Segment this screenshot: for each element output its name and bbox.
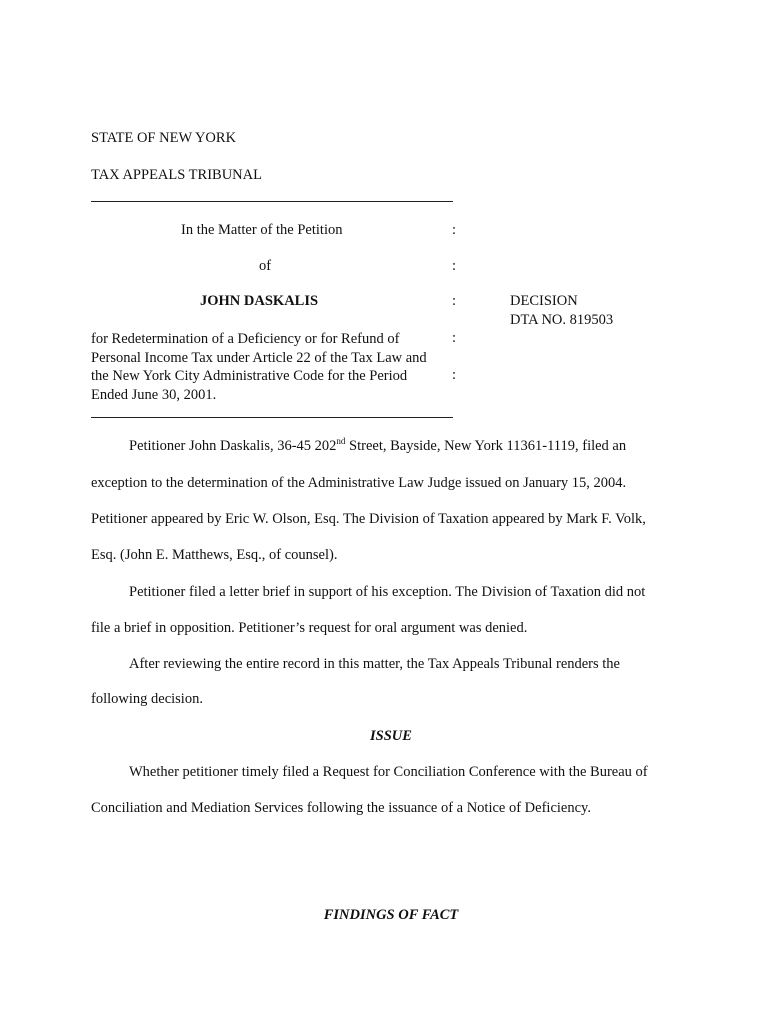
caption-description: for Redetermination of a Deficiency or for Refund of Personal Income Tax under Article 22 of the Tax Law and the New York City Administrative Code for the Period Ended June 30, 2001.	[91, 331, 427, 403]
of-line: of	[259, 258, 272, 274]
paragraph-line: Esq. (John E. Matthews, Esq., of counsel).	[91, 547, 338, 563]
caption-colon: :	[452, 330, 457, 346]
state-heading: STATE OF NEW YORK	[91, 130, 237, 146]
caption-top-rule	[91, 201, 453, 202]
decision-label: DECISION	[510, 293, 578, 309]
paragraph-line: Whether petitioner timely filed a Request for Conciliation Conference with the Bureau of	[129, 764, 648, 780]
paragraph-line: Petitioner appeared by Eric W. Olson, Esq. The Division of Taxation appeared by Mark F. Volk,	[91, 511, 646, 527]
issue-heading: ISSUE	[370, 728, 412, 744]
caption-colon: :	[452, 258, 457, 274]
caption-colon: :	[452, 367, 457, 383]
dta-number: DTA NO. 819503	[510, 312, 614, 328]
caption-colon: :	[452, 222, 457, 238]
paragraph-line: After reviewing the entire record in this matter, the Tax Appeals Tribunal renders the	[129, 656, 620, 672]
paragraph-line: file a brief in opposition. Petitioner’s request for oral argument was denied.	[91, 620, 528, 636]
caption-colon: :	[452, 293, 457, 309]
paragraph-line: Petitioner John Daskalis, 36-45 202nd Street, Bayside, New York 11361-1119, filed an	[129, 436, 627, 454]
paragraph-line: Petitioner filed a letter brief in support of his exception. The Division of Taxation did not	[129, 584, 646, 600]
caption-bottom-rule	[91, 417, 453, 418]
matter-line: In the Matter of the Petition	[181, 222, 343, 238]
petitioner-name: JOHN DASKALIS	[200, 293, 319, 309]
paragraph-line: following decision.	[91, 691, 203, 707]
findings-heading: FINDINGS OF FACT	[323, 907, 459, 923]
paragraph-line: exception to the determination of the Administrative Law Judge issued on January 15, 2004.	[91, 475, 627, 491]
tribunal-heading: TAX APPEALS TRIBUNAL	[91, 167, 262, 183]
paragraph-line: Conciliation and Mediation Services following the issuance of a Notice of Deficiency.	[91, 800, 591, 816]
